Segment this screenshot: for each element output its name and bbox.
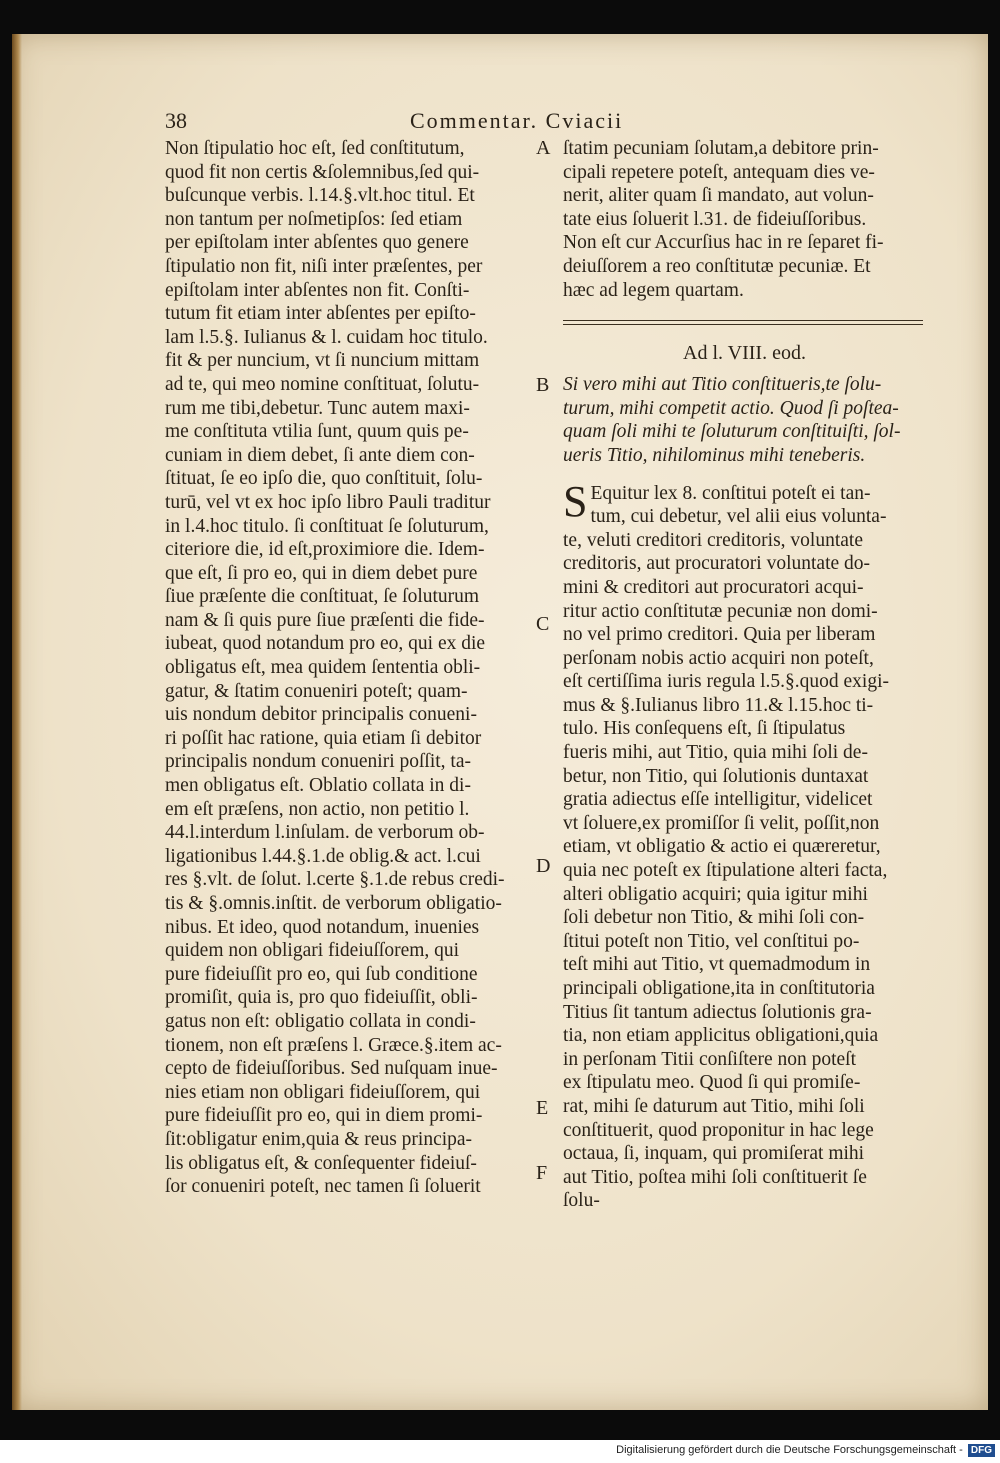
text-line: eſt certiſſima iuris regula l.5.§.quod exigi-	[563, 671, 889, 693]
left-column	[165, 137, 530, 1199]
text-line: turū, vel vt ex hoc ipſo libro Pauli traditur	[165, 491, 491, 513]
text-line: no vel primo creditori. Quia per liberam	[563, 624, 876, 646]
text-line: conſtituerit, quod proponitur in hac lege	[563, 1119, 874, 1141]
text-line: ſit:obligatur enim,quia & reus principa-	[165, 1128, 473, 1150]
text-line: Non eſt cur Accurſius hac in re ſeparet fi-	[563, 232, 884, 254]
footer-text: Digitalisierung gefördert durch die Deutsche Forschungsgemeinschaft -	[616, 1444, 963, 1456]
text-line: ſtituat, ſe eo ipſo die, quo conſtituit, ſolu-	[165, 468, 483, 490]
text-line: te, veluti creditori creditoris, voluntate	[563, 529, 863, 551]
text-line: lis obligatus eſt, & conſequenter fideiuſ-	[165, 1152, 477, 1174]
text-line: nibus. Et ideo, quod notandum, inuenies	[165, 916, 480, 938]
text-line: em eſt præſens, non actio, non petitio l.	[165, 798, 470, 820]
margin-letter: F	[536, 1162, 548, 1184]
text-line: tum, cui debetur, vel alii eius volunta-	[590, 506, 887, 528]
text-line: rum me tibi,debetur. Tunc autem maxi-	[165, 397, 470, 419]
text-line: creditoris, aut procuratori voluntate do-	[563, 553, 871, 575]
text-line: ſoli debetur non Titio, & mihi ſoli con-	[563, 907, 865, 929]
text-line: ſolu-	[563, 1190, 600, 1212]
text-line: nerit, aliter quam ſi mandato, aut volun-	[563, 185, 874, 207]
text-line: non tantum per noſmetipſos: ſed etiam	[165, 208, 463, 230]
text-line: rat, mihi ſe daturum aut Titio, mihi ſoli	[563, 1095, 865, 1117]
text-line: principali obligatione,ita in conſtitutoria	[563, 978, 875, 999]
text-line: Equitur lex 8. conſtitui poteſt ei tan-	[590, 482, 871, 504]
text-line: tis & §.omnis.inſtit. de verborum obligatio-	[165, 893, 502, 914]
text-line: fit & per nuncium, vt ſi nuncium mittam	[165, 350, 480, 372]
text-line: ligationibus l.44.§.1.de oblig.& act. l.cui	[165, 845, 481, 867]
text-line: in perſonam Titii conſiſtere non poteſt	[563, 1048, 857, 1070]
text-line: aut Titio, poſtea mihi ſoli conſtituerit ſe	[563, 1166, 867, 1188]
text-line: 44.l.interdum l.inſulam. de verborum ob-	[165, 822, 485, 844]
text-line: mus & §.Iulianus libro 11.& l.15.hoc ti-	[563, 694, 874, 716]
margin-letter: D	[536, 855, 551, 877]
section-divider	[563, 320, 923, 325]
text-line: deiuſſorem a reo conſtitutæ pecuniæ. Et	[563, 255, 871, 277]
margin-letter: C	[536, 613, 550, 635]
text-line: octaua, ſi, inquam, qui promiſerat mihi	[563, 1143, 865, 1165]
text-line: uis nondum debitor principalis conueni-	[165, 704, 477, 726]
section-heading: Ad l. VIII. eod.	[683, 342, 806, 365]
right-column	[563, 137, 926, 1213]
text-line: res §.vlt. de ſolut. l.certe §.1.de rebus credi-	[165, 869, 505, 891]
text-line: ad te, qui meo nomine conſtituat, ſolutu-	[165, 373, 480, 395]
text-line: alteri obligatio acquiri; quia igitur mihi	[563, 883, 868, 905]
running-head	[165, 108, 925, 138]
text-line: ritur actio conſtitutæ pecuniæ non domi-	[563, 600, 878, 622]
text-line: ex ſtipulatu meo. Quod ſi qui promiſe-	[563, 1072, 861, 1094]
text-line: per epiſtolam inter abſentes quo genere	[165, 232, 469, 254]
margin-letter: B	[536, 374, 550, 396]
text-line: betur, non Titio, qui ſolutionis duntaxat	[563, 765, 869, 787]
text-line: lam l.5.§. Iulianus & l. cuidam hoc titulo.	[165, 326, 488, 348]
margin-letter: A	[536, 137, 551, 159]
text-line: me conſtituta vtilia ſunt, quum quis pe-	[165, 421, 469, 443]
text-line: quidem non obligari fideiuſſorem, qui	[165, 940, 460, 962]
text-line: tionem, non eſt præſens l. Græce.§.item ac-	[165, 1034, 502, 1056]
dfg-logo: DFG	[968, 1444, 995, 1457]
lex-quotation	[563, 373, 926, 467]
text-line: pure fideiuſſit pro eo, qui ſub conditione	[165, 963, 478, 985]
page-binding-edge	[12, 34, 22, 1410]
text-line: ſor conueniri poteſt, nec tamen ſi ſoluerit	[165, 1176, 481, 1198]
text-line: tia, non etiam applicitus obligationi,quia	[563, 1025, 879, 1047]
text-line: gratia adiectus eſſe intelligitur, videlicet	[563, 789, 873, 811]
text-line: fueris mihi, aut Titio, quia mihi ſoli de-	[563, 742, 868, 764]
drop-initial: S	[563, 476, 588, 526]
text-line: cuniam in diem debet, ſi ante diem con-	[165, 444, 475, 466]
text-line: gatur, & ſtatim conueniri poteſt; quam-	[165, 680, 468, 702]
commentary-body	[563, 476, 926, 1213]
text-line: ri poſſit hac ratione, quia etiam ſi debitor	[165, 727, 482, 749]
text-line: pure fideiuſſit pro eo, qui in diem promi-	[165, 1105, 483, 1127]
text-line: cipali repetere poteſt, antequam dies ve-	[563, 161, 875, 183]
text-line: mini & creditori aut procuratori acqui-	[563, 576, 864, 598]
text-line: quia nec poteſt ex ſtipulatione alteri facta,	[563, 860, 888, 882]
text-line: Non ſtipulatio hoc eſt, ſed conſtitutum,	[165, 138, 465, 159]
margin-letter: E	[536, 1097, 549, 1119]
text-line: iubeat, quod notandum pro eo, qui ex die	[165, 633, 486, 655]
text-line: epiſtolam inter abſentes non fit. Conſti-	[165, 279, 470, 301]
lex-line: Si vero mihi aut Titio conſtitueris,te ſolu-	[563, 374, 882, 396]
text-line: gatus non eſt: obligatio collata in condi-	[165, 1010, 476, 1032]
text-line: tate eius ſoluerit l.31. de fideiuſſoribus.	[563, 208, 867, 230]
text-line: quod fit non certis &ſolemnibus,ſed qui-	[165, 161, 480, 183]
lex-line: turum, mihi competit actio. Quod ſi poſtea-	[563, 397, 899, 419]
digitization-footer	[600, 1440, 995, 1460]
running-title: Commentar. Cviacii	[410, 108, 624, 133]
text-line: hæc ad legem quartam.	[563, 279, 744, 301]
page-number: 38	[165, 108, 187, 133]
text-line: in l.4.hoc titulo. ſi conſtituat ſe ſoluturum,	[165, 515, 489, 537]
text-line: vt ſoluere,ex promiſſor ſi velit, poſſit,non	[563, 812, 880, 834]
text-line: ſiue præſente die conſtituat, ſe ſoluturum	[165, 586, 480, 608]
text-line: cepto de fideiuſſoribus. Sed nuſquam inue-	[165, 1058, 498, 1080]
text-line: promiſit, quia is, pro quo fideiuſſit, obli-	[165, 987, 478, 1009]
lex-line: quam ſoli mihi te ſoluturum conſtituiſti, ſol-	[563, 421, 901, 443]
text-line: tulo. His conſequens eſt, ſi ſtipulatus	[563, 718, 846, 740]
text-line: nam & ſi quis pure ſiue præſenti die fide-	[165, 609, 485, 631]
text-line: citeriore die, id eſt,proximiore die. Idem-	[165, 539, 485, 561]
text-line: buſcunque verbis. l.14.§.vlt.hoc titul. Et	[165, 185, 475, 207]
text-line: teſt mihi aut Titio, vt quemadmodum in	[563, 954, 871, 976]
text-line: Titius ſit tantum adiectus ſolutionis gra-	[563, 1001, 872, 1023]
text-line: que eſt, ſi pro eo, qui in diem debet pure	[165, 562, 478, 584]
text-line: ſtatim pecuniam ſolutam,a debitore prin-	[563, 138, 879, 159]
text-line: nies etiam non obligari fideiuſſorem, qui	[165, 1081, 481, 1103]
text-line: principalis nondum conueniri poſſit, ta-	[165, 751, 471, 773]
text-line: perſonam nobis actio acquiri non poteſt,	[563, 647, 874, 669]
text-line: men obligatus eſt. Oblatio collata in di-	[165, 775, 471, 797]
text-line: tutum fit etiam inter abſentes per epiſto-	[165, 303, 476, 325]
text-line: obligatus eſt, mea quidem ſententia obli-	[165, 657, 481, 679]
right-column-top-text	[563, 137, 926, 302]
text-line: etiam, vt obligatio & actio ei quæreretur,	[563, 836, 881, 858]
text-line: ſtipulatio non fit, niſi inter præſentes, per	[165, 255, 483, 277]
text-line: ſtitui poteſt non Titio, vel conſtitui po-	[563, 930, 860, 952]
lex-line: ueris Titio, nihilominus mihi teneberis.	[563, 444, 866, 466]
